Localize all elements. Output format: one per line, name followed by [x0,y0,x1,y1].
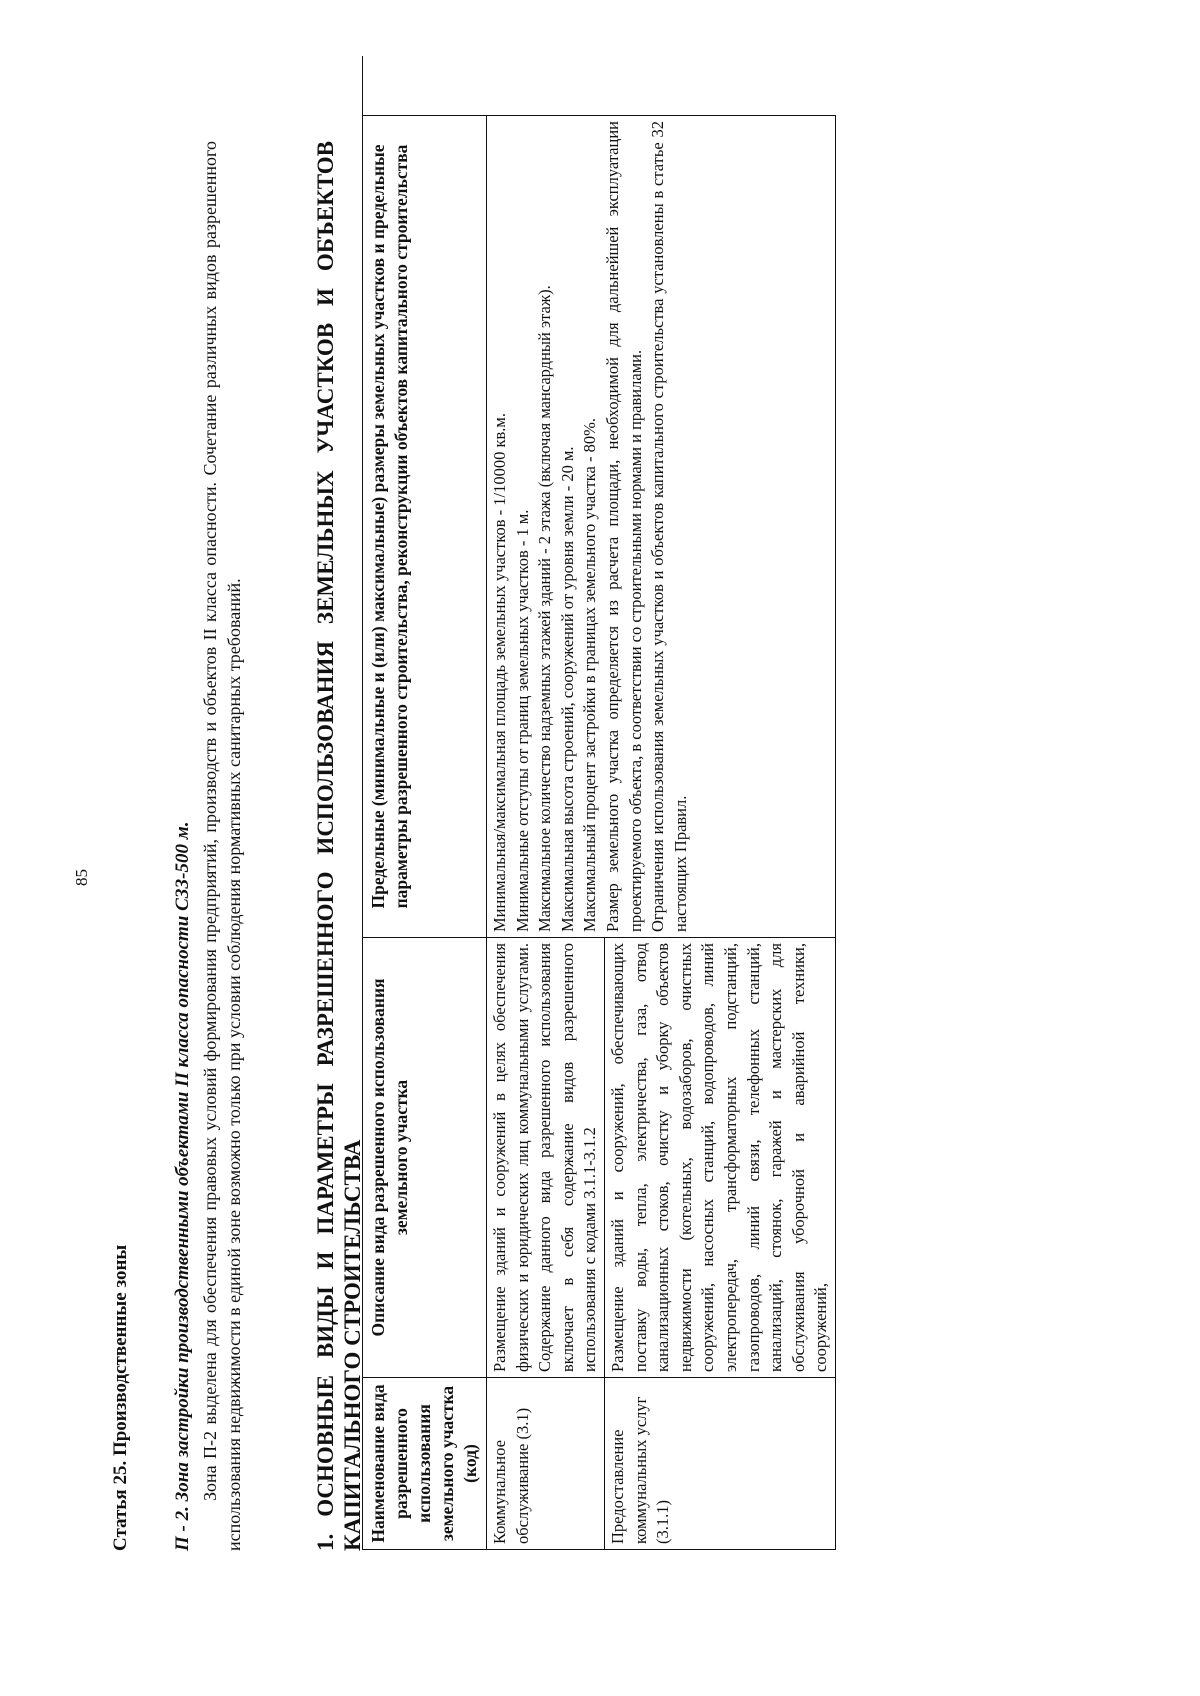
parameter-line: Максимальный процент застройки в границах земельного участка - 80%. [580,418,600,932]
header-use-description: Описание вида разрешенного использования земельного участка [363,938,487,1378]
parameter-line: Максимальное количество надземных этажей зданий - 2 этажа (включая мансардный этаж). [535,285,555,932]
zone-paragraph-text: Зона П-2 выделена для обеспечения правовых условий формирования предприятий, производств и объектов II класса опасности. Сочетание различных видов разрешенного использования недвижимости в единой зоне возможно только при условии соблюдения нормативных санитарных требований. [200,141,244,1551]
use-description-cell: Размещение зданий и сооружений в целях обеспечения физических и юридических лиц коммунальными услугами. Содержание данного вида разрешенного использования включает в себя содержание видов разрешенного использования с кодами 3.1.1-3.1.2 [487,938,605,1378]
page-number: 85 [72,869,91,886]
use-description-cell: Размещение зданий и сооружений, обеспечивающих поставку воды, тепла, электричества, газа, отвод канализационных стоков, очистку и уборку объектов недвижимости (котельных, водозаборов, очистных сооружений, насосных станций, водопроводов, линий электропередач, трансформаторных подстанций, газопроводов, линий связи, телефонных станций, канализаций, стоянок, гаражей и мастерских для обслуживания уборочной и аварийной техники, сооружений, [604,938,835,1378]
parameters-cell [487,116,836,938]
section-title: 1. ОСНОВНЫЕ ВИДЫ И ПАРАМЕТРЫ РАЗРЕШЕННОГО ИСПОЛЬЗОВАНИЯ ЗЕМЕЛЬНЫХ УЧАСТКОВ И ОБЪЕКТОВ КАПИТАЛЬНОГО СТРОИТЕЛЬСТВА [313,141,365,1551]
parameter-line: Минимальные отступы от границ земельных участков - 1 м. [512,509,532,932]
regulations-table [362,115,836,1550]
use-name-cell: Коммунальное обслуживание (3.1) [487,1378,605,1550]
header-use-name: Наименование вида разрешенного использования земельного участка (код) [363,1378,487,1550]
header-parameters: Предельные (минимальные и (или) максимальные) размеры земельных участков и предельные параметры разрешенного строительства, реконструкции объектов капитального строительства [363,116,487,938]
use-name-cell: Предоставление коммунальных услуг (3.1.1) [604,1378,835,1550]
zone-paragraph [198,141,246,1551]
zone-title: П - 2. Зона застройки производственными объектами II класса опасности СЗЗ-500 м. [172,821,193,1551]
table-row [487,116,605,1550]
article-title: Статья 25. Производственные зоны [110,1244,131,1551]
parameter-line: Ограничения использования земельных участков и объектов капитального строительства установлены в статье 32 настоящих Правил. [648,121,690,932]
parameter-line: Размер земельного участка определяется из расчета площади, необходимой для дальнейшей эксплуатации проектируемого объекта, в соответствии со строительными нормами и правилами. [602,121,645,932]
parameter-line: Минимальная/максимальная площадь земельных участков - 1/10000 кв.м. [490,412,509,932]
table-border-extension [362,56,363,116]
table-header-row [363,116,487,1550]
parameter-line: Максимальная высота строений, сооружений от уровня земли - 20 м. [557,446,577,932]
